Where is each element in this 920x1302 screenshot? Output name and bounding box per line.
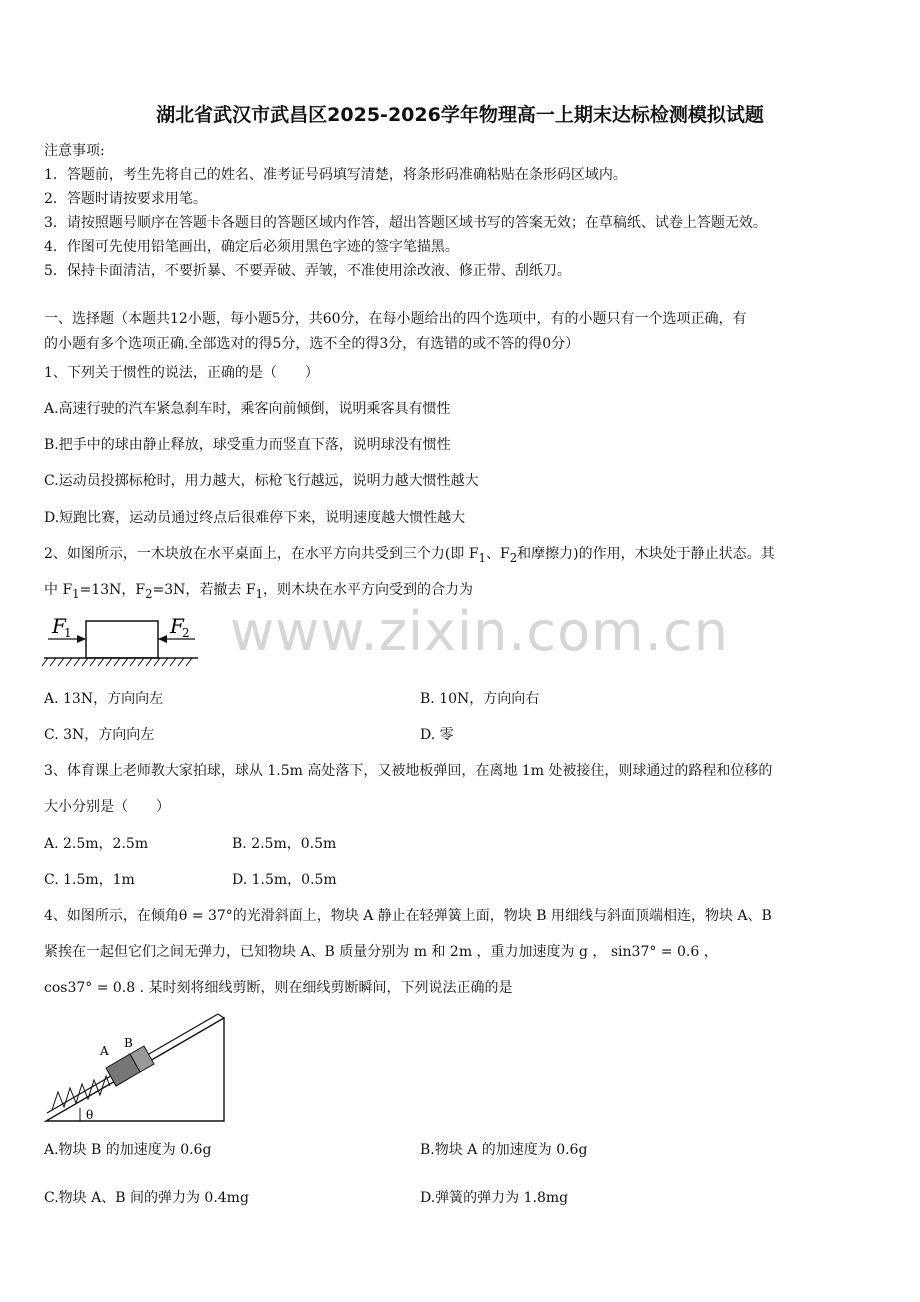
ground-hatch [42,658,192,666]
f1-label: F [52,614,66,638]
q3-stem-line-1: 3、体育课上老师教大家拍球，球从 1.5m 高处落下，又被地板弹回，在离地 1m 处被接住，则球通过的路程和位移的 [44,763,773,779]
q2-stem-text: 2、如图所示，一木块放在水平桌面上，在水平方向共受到三个力(即 F [44,546,479,562]
incline-top-edge [218,1014,224,1018]
f2-label-sub: 2 [182,626,190,640]
q1-stem: 1、下列关于惯性的说法，正确的是（ ） [44,365,319,381]
q3-option-b: B. 2.5m，0.5m [232,836,337,852]
q4-stem-line-3: cos37° = 0.8 . 某时刻将细线剪断，则在细线剪断瞬间，下列说法正确的是 [44,980,513,996]
q3-option-a: A. 2.5m，2.5m [44,836,149,852]
q2-stem-line-1 [44,543,775,565]
notice-item-5: 5．保持卡面清洁，不要折暴、不要弄破、弄皱，不准使用涂改液、修正带、刮纸刀。 [44,263,571,279]
f1-label-sub: 1 [64,626,72,640]
q2-stem2-b: =13N，F [79,582,146,598]
notice-item-3: 3．请按照题号顺序在答题卡各题目的答题区域内作答，超出答题区域书写的答案无效；在草稿纸、试卷上答题无效。 [44,215,767,231]
q3-option-c: C. 1.5m，1m [44,872,135,888]
watermark: www.zixin.com.cn [230,600,729,663]
q2-stem2-sub-c: 1 [255,586,264,601]
q4-option-b: B.物块 A 的加速度为 0.6g [420,1142,588,1158]
f2-arrow-head [158,635,167,643]
wooden-block [86,621,158,658]
q4-option-d: D.弹簧的弹力为 1.8mg [420,1190,569,1206]
section-instructions-line-2: 的小题有多个选项正确.全部选对的得5分，选不全的得3分，有选错的或不答的得0分） [44,336,580,352]
q3-stem-line-2: 大小分别是（ ） [44,799,170,815]
q1-option-c: C.运动员投掷标枪时，用力越大，标枪飞行越远，说明力越大惯性越大 [44,473,479,489]
q1-option-a: A.高速行驶的汽车紧急刹车时，乘客向前倾倒，说明乘客具有惯性 [44,401,451,417]
q2-stem2-sub-a: 1 [72,586,80,601]
q2-option-d: D. 零 [420,727,454,743]
f1-arrow-head [77,635,86,643]
q2-stem-text-end: 和摩擦力)的作用，木块处于静止状态。其 [517,546,775,562]
notice-item-4: 4．作图可先使用铅笔画出，确定后必须用黑色字迹的签字笔描黑。 [44,239,459,255]
q1-option-b: B.把手中的球由静止释放，球受重力而竖直下落，说明球没有惯性 [44,437,451,453]
block-a-label: A [100,1044,109,1058]
q2-stem-line-2 [44,579,473,601]
q2-stem2-d: ，则木块在水平方向受到的合力为 [263,582,474,598]
notice-heading: 注意事项: [44,143,105,159]
q4-figure [40,1010,240,1125]
q2-stem-sub-2: 2 [509,550,518,565]
notice-item-1: 1．答题前，考生先将自己的姓名、准考证号码填写清楚，将条形码准确粘贴在条形码区域内。 [44,167,627,183]
theta-label: θ [86,1108,94,1122]
q3-option-d: D. 1.5m，0.5m [232,872,337,888]
q2-option-b: B. 10N，方向向右 [420,691,540,707]
block-b-label: B [124,1036,133,1050]
q2-stem2-a: 中 F [44,582,73,598]
q4-option-c: C.物块 A、B 间的弹力为 0.4mg [44,1190,249,1206]
q2-option-a: A. 13N，方向向左 [44,691,164,707]
q2-option-c: C. 3N，方向向左 [44,727,155,743]
q2-stem2-sub-b: 2 [145,586,153,601]
q2-stem2-c: =3N，若撤去 F [152,582,256,598]
q2-figure [40,608,205,672]
q2-stem-sep: 、F [485,546,510,562]
q4-stem-line-2: 紧挨在一起但它们之间无弹力，已知物块 A、B 质量分别为 m 和 2m ，重力加速度为 g ， sin37° = 0.6 ， [44,944,718,960]
q1-option-d: D.短跑比赛，运动员通过终点后很难停下来，说明速度越大惯性越大 [44,510,466,526]
f2-label: F [170,614,184,638]
q2-stem-sub-1: 1 [478,550,486,565]
q4-stem-line-1: 4、如图所示，在倾角θ = 37°的光滑斜面上，物块 A 静止在轻弹簧上面，物块 B 用细线与斜面顶端相连，物块 A、B [44,908,772,924]
notice-item-2: 2．答题时请按要求用笔。 [44,191,207,207]
q4-option-a: A.物块 B 的加速度为 0.6g [44,1142,212,1158]
section-instructions-line-1: 一、选择题（本题共12小题，每小题5分，共60分，在每小题给出的四个选项中，有的小题只有一个选项正确，有 [44,311,747,327]
page-title: 湖北省武汉市武昌区2025-2026学年物理高一上期末达标检测模拟试题 [156,104,764,126]
